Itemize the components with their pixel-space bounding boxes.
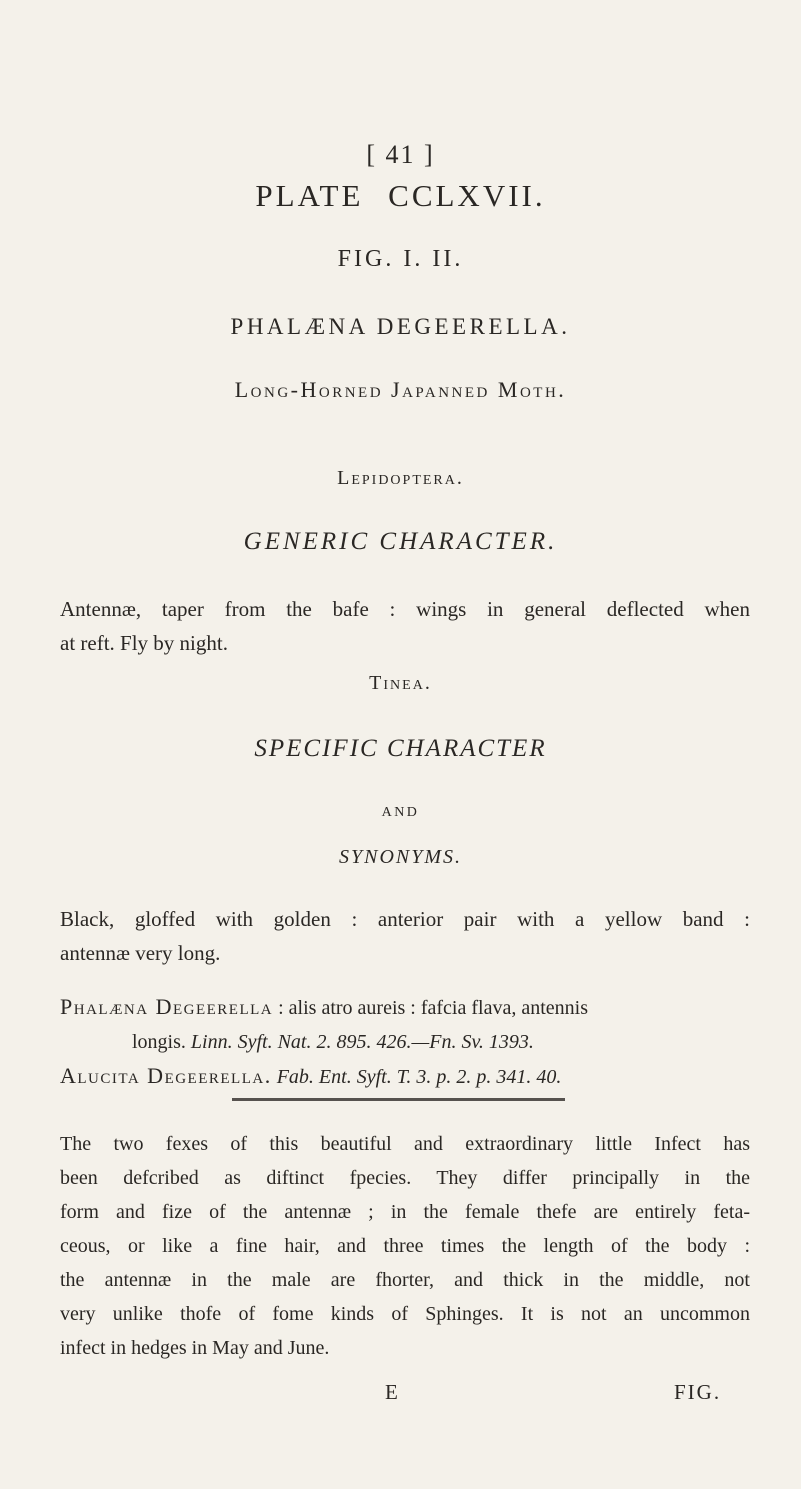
specific-line-2: antennæ very long. xyxy=(60,941,221,965)
description-line: very unlike thofe of fome kinds of Sphinges. It is not an uncommon xyxy=(60,1303,750,1325)
synonym-name-1: Phalæna Degeerella xyxy=(60,994,274,1019)
generic-character-heading: GENERIC CHARACTER. xyxy=(243,528,558,555)
generic-character-text xyxy=(60,592,750,660)
synonymy-block xyxy=(60,990,750,1094)
genus-name: Tinea. xyxy=(369,672,432,694)
common-name: Long-Horned Japanned Moth. xyxy=(234,377,567,402)
specific-character-text xyxy=(60,902,750,970)
synonyms-heading: SYNONYMS. xyxy=(338,846,463,868)
divider-rule xyxy=(232,1098,565,1101)
catchword: FIG. xyxy=(674,1380,722,1404)
synonym-description: : alis atro aureis : fafcia flava, antennis xyxy=(278,997,588,1019)
page-number: [ 41 ] xyxy=(366,140,435,169)
description-line: infect in hedges in May and June. xyxy=(60,1337,330,1359)
plate-title: PLATE CCLXVII. xyxy=(255,178,546,213)
and-label: AND xyxy=(381,805,420,820)
figure-reference: FIG. I. II. xyxy=(337,246,464,272)
description-line: the antennæ in the male are fhorter, and thick in the middle, not xyxy=(60,1269,750,1291)
species-name: PHALÆNA DEGEERELLA. xyxy=(230,314,571,339)
synonym-row-1 xyxy=(60,990,750,1025)
order-name: Lepidoptera. xyxy=(337,467,464,489)
specific-character-heading: SPECIFIC CHARACTER xyxy=(254,735,547,762)
synonym-row-3 xyxy=(60,1059,750,1094)
specific-line-1: Black, gloffed with golden : anterior pair with a yellow band : xyxy=(60,907,750,931)
generic-line-2: at reft. Fly by night. xyxy=(60,631,228,655)
description-line: The two fexes of this beautiful and extraordinary little Infect has xyxy=(60,1133,750,1155)
fabricius-reference: Fab. Ent. Syft. T. 3. p. 2. p. 341. 40. xyxy=(276,1066,562,1088)
linnaeus-reference: Linn. Syft. Nat. 2. 895. 426.—Fn. Sv. 1393. xyxy=(190,1031,534,1053)
description-line: ceous, or like a fine hair, and three times the length of the body : xyxy=(60,1235,750,1257)
description-line: form and fize of the antennæ ; in the female thefe are entirely feta- xyxy=(60,1201,750,1223)
description-line: been defcribed as diftinct fpecies. They differ principally in the xyxy=(60,1167,750,1189)
generic-line-1: Antennæ, taper from the bafe : wings in general deflected when xyxy=(60,597,750,621)
synonym-continuation: longis. xyxy=(132,1031,186,1053)
synonym-row-2 xyxy=(60,1025,750,1059)
description-paragraph xyxy=(60,1127,750,1365)
synonym-name-2: Alucita Degeerella. xyxy=(60,1063,272,1088)
signature-mark: E xyxy=(385,1380,400,1404)
